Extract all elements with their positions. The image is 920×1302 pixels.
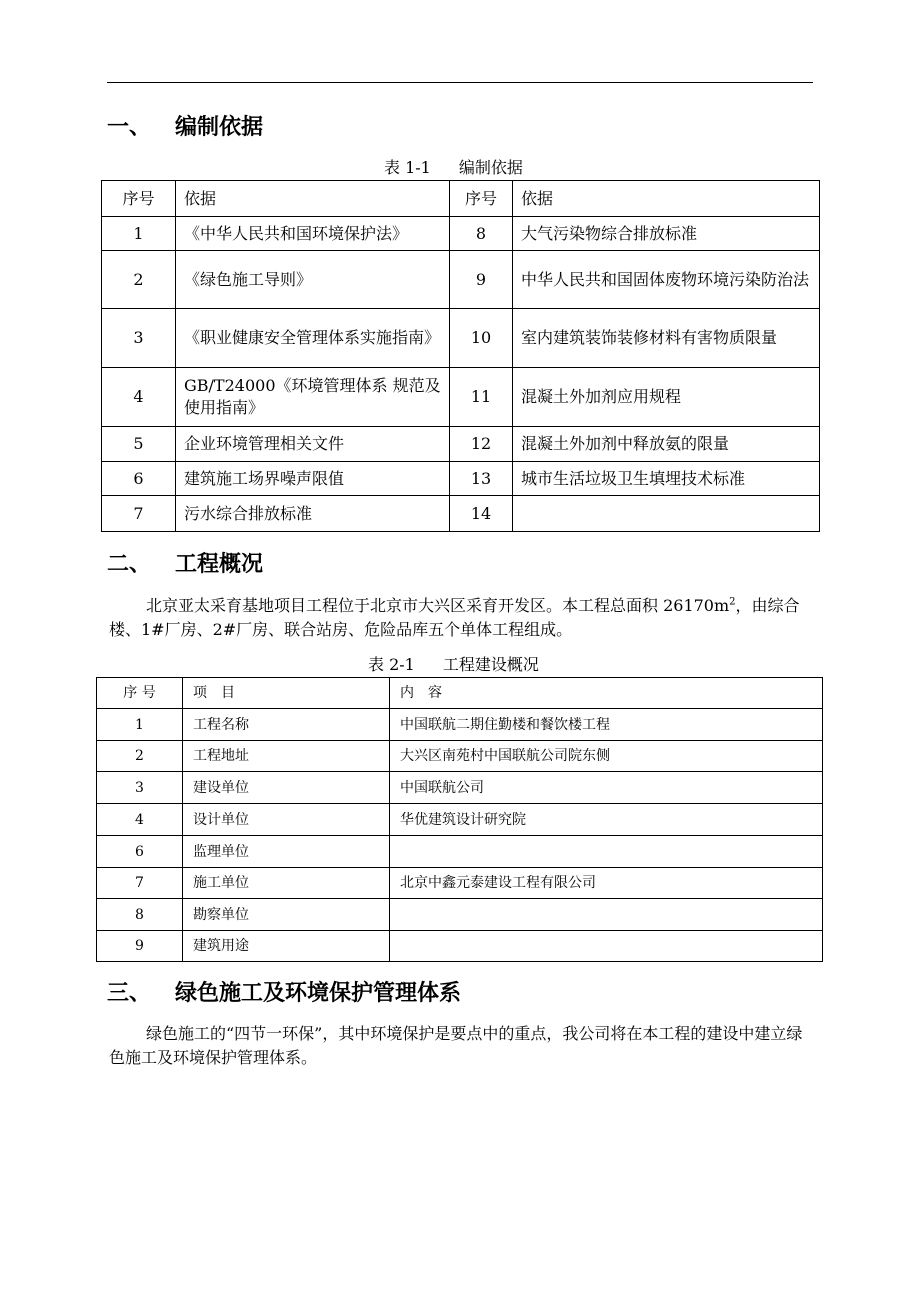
table-row: [97, 868, 823, 899]
row-number: 1: [102, 217, 176, 251]
content-cell: 北京中鑫元泰建设工程有限公司: [390, 868, 823, 899]
header-cell: 序 号: [97, 678, 183, 709]
row-number: 13: [450, 462, 513, 496]
table-row: [102, 251, 820, 309]
table-row: [97, 741, 823, 772]
table1-caption: [384, 158, 523, 178]
caption-number: 表 1-1: [384, 158, 431, 177]
section-heading-3: [107, 979, 461, 1009]
row-number: 6: [97, 836, 183, 868]
item-cell: 设计单位: [183, 804, 390, 836]
content-cell: 中国联航公司: [390, 772, 823, 804]
item-cell: 建筑用途: [183, 931, 390, 962]
content-cell: [390, 931, 823, 962]
table-row: [102, 217, 820, 251]
table-row: [102, 496, 820, 532]
caption-title: 编制依据: [458, 158, 523, 177]
row-number: 4: [97, 804, 183, 836]
row-number: 7: [97, 868, 183, 899]
row-number: 8: [450, 217, 513, 251]
section-number: 三、: [107, 981, 152, 1006]
content-cell: [390, 836, 823, 868]
basis-cell: 企业环境管理相关文件: [176, 427, 450, 462]
basis-cell: 混凝土外加剂应用规程: [513, 368, 820, 427]
header-cell: 内 容: [390, 678, 823, 709]
section-number: 二、: [107, 552, 152, 577]
basis-cell: 大气污染物综合排放标准: [513, 217, 820, 251]
section-title: 工程概况: [175, 552, 264, 577]
section-title: 编制依据: [175, 115, 264, 140]
row-number: 1: [97, 709, 183, 741]
section-number: 一、: [107, 115, 152, 140]
table-row: [97, 931, 823, 962]
content-cell: [390, 899, 823, 931]
overview-text: 北京亚太采育基地项目工程位于北京市大兴区采育开发区。本工程总面积 26170m: [146, 596, 730, 615]
green-construction-paragraph: 绿色施工的“四节一环保”，其中环境保护是要点中的重点，我公司将在本工程的建设中建立绿色施工及环境保护管理体系。: [109, 1024, 803, 1067]
content-cell: 华优建筑设计研究院: [390, 804, 823, 836]
table2-caption: [368, 655, 539, 675]
content-cell: 中国联航二期住勤楼和餐饮楼工程: [390, 709, 823, 741]
basis-cell: 建筑施工场界噪声限值: [176, 462, 450, 496]
row-number: 9: [450, 251, 513, 309]
table-row: [97, 899, 823, 931]
table-header-row: [102, 181, 820, 217]
basis-cell: 城市生活垃圾卫生填埋技术标准: [513, 462, 820, 496]
row-number: 10: [450, 309, 513, 368]
basis-cell: 中华人民共和国固体废物环境污染防治法: [513, 251, 820, 309]
row-number: 4: [102, 368, 176, 427]
row-number: 8: [97, 899, 183, 931]
content-cell: 大兴区南苑村中国联航公司院东侧: [390, 741, 823, 772]
header-cell: 序号: [102, 181, 176, 217]
table-row: [97, 709, 823, 741]
row-number: 12: [450, 427, 513, 462]
row-number: 3: [97, 772, 183, 804]
table-header-row: [97, 678, 823, 709]
header-cell: 依据: [513, 181, 820, 217]
row-number: 2: [97, 741, 183, 772]
row-number: 2: [102, 251, 176, 309]
header-cell: 依据: [176, 181, 450, 217]
overview-text-after: ，由综合楼、1#厂房、2#厂房、联合站房、危险品库五个单体工程组成。: [109, 596, 800, 639]
table-row: [102, 462, 820, 496]
project-overview-table: [96, 677, 823, 962]
row-number: 3: [102, 309, 176, 368]
row-number: 11: [450, 368, 513, 427]
basis-cell: [513, 496, 820, 532]
basis-cell: 室内建筑装饰装修材料有害物质限量: [513, 309, 820, 368]
item-cell: 工程名称: [183, 709, 390, 741]
basis-cell: 污水综合排放标准: [176, 496, 450, 532]
table-row: [102, 427, 820, 462]
table-row: [97, 772, 823, 804]
section-heading-1: [107, 113, 263, 143]
row-number: 6: [102, 462, 176, 496]
basis-table: [101, 180, 820, 532]
caption-number: 表 2-1: [368, 655, 415, 674]
item-cell: 建设单位: [183, 772, 390, 804]
basis-cell: 《职业健康安全管理体系实施指南》: [176, 309, 450, 368]
section-title: 绿色施工及环境保护管理体系: [175, 981, 462, 1006]
header-cell: 项 目: [183, 678, 390, 709]
basis-cell: 《中华人民共和国环境保护法》: [176, 217, 450, 251]
basis-cell: GB/T24000《环境管理体系 规范及使用指南》: [176, 368, 450, 427]
header-rule: [107, 82, 813, 83]
table-row: [97, 836, 823, 868]
table-row: [102, 309, 820, 368]
row-number: 9: [97, 931, 183, 962]
basis-cell: 《绿色施工导则》: [176, 251, 450, 309]
header-cell: 序号: [450, 181, 513, 217]
item-cell: 监理单位: [183, 836, 390, 868]
table-row: [97, 804, 823, 836]
row-number: 7: [102, 496, 176, 532]
item-cell: 工程地址: [183, 741, 390, 772]
item-cell: 施工单位: [183, 868, 390, 899]
basis-cell: 混凝土外加剂中释放氨的限量: [513, 427, 820, 462]
item-cell: 勘察单位: [183, 899, 390, 931]
row-number: 14: [450, 496, 513, 532]
overview-paragraph: [109, 594, 817, 642]
section-heading-2: [107, 550, 263, 580]
area-superscript: 2: [729, 596, 736, 608]
table-row: [102, 368, 820, 427]
row-number: 5: [102, 427, 176, 462]
caption-title: 工程建设概况: [442, 655, 539, 674]
